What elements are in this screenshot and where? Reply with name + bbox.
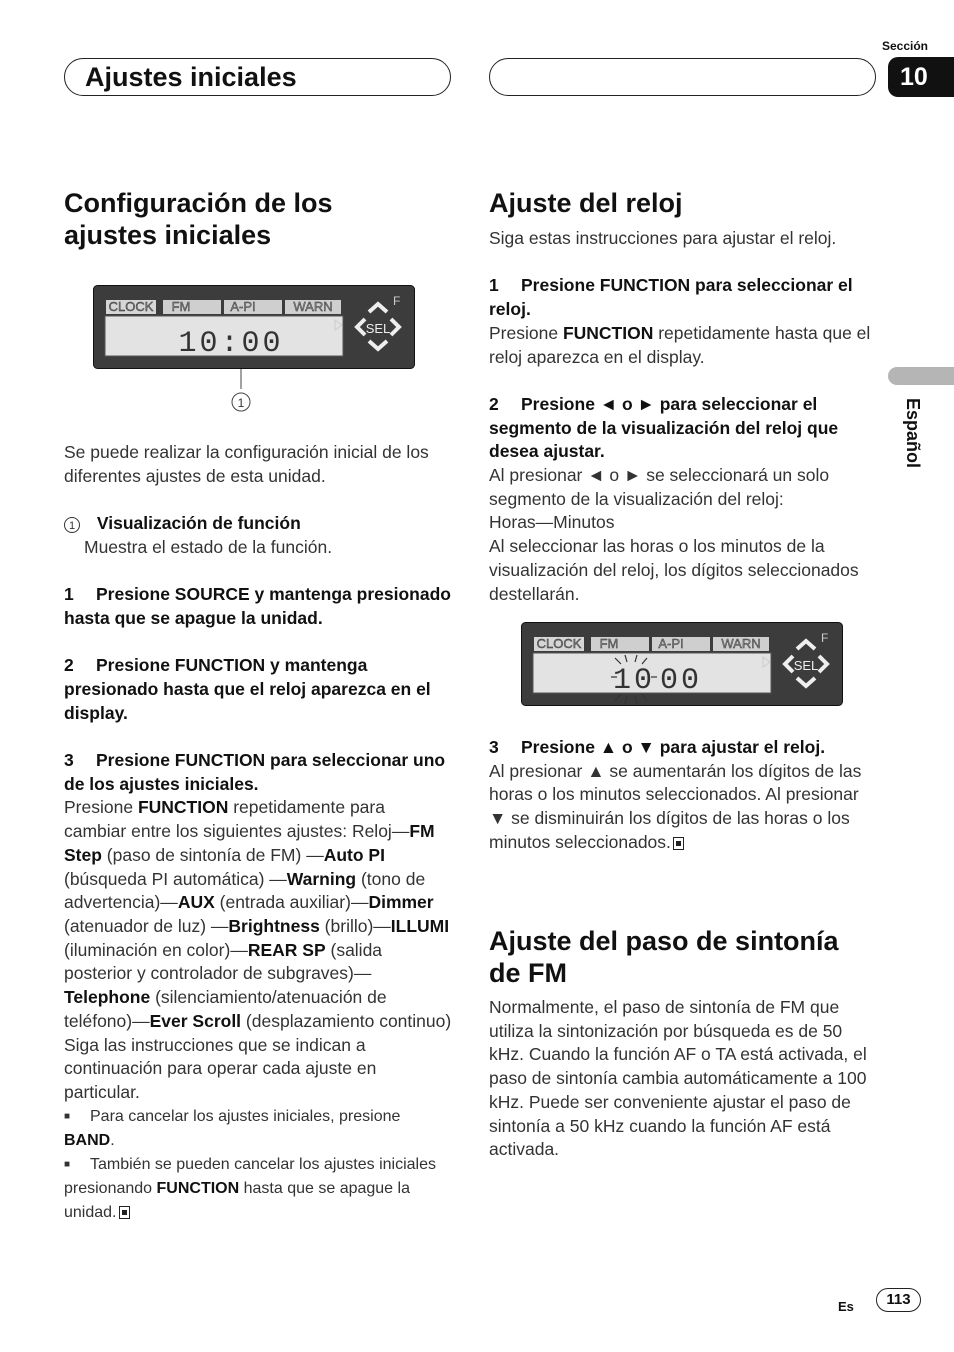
legend-title: Visualización de función <box>96 513 301 534</box>
clock-time-readout: 10:00 <box>178 327 284 361</box>
right-step-2-desc-3: Al seleccionar las horas o los minutos de la visualización del reloj, los dígitos seleccionados destellarán. <box>489 536 859 604</box>
warn-indicator: WARN <box>293 299 333 314</box>
end-mark-icon <box>673 837 684 850</box>
right-step-1-desc: Presione FUNCTION repetidamente hasta que el reloj aparezca en el display. <box>489 322 871 367</box>
flag-f: F <box>393 294 401 308</box>
right-step-2-desc-2: Horas—Minutos <box>489 512 615 533</box>
left-step-3: 3 Presione FUNCTION para seleccionar uno de los ajustes iniciales. <box>64 750 446 794</box>
clock-adjust-display-illustration <box>521 622 843 706</box>
fm-step-text: Normalmente, el paso de sintonía de FM que utiliza la sintonización por búsqueda es de 50 kHz. Cuando la función AF o TA está activada, el paso de sintonía cambia automáticamente a 100 kHz. Puede ser conveniente ajustar el paso de sintonía a 50 kHz cuando la función AF está activada. <box>489 997 867 1160</box>
legend-number: 1 <box>64 517 80 533</box>
function-display-figure <box>93 285 415 410</box>
section-number-badge: 10 <box>888 57 954 97</box>
left-column-text <box>64 441 452 1225</box>
right-step-3-desc: Al presionar ▲ se aumentarán los dígitos de las horas o los minutos seleccionados. Al presionar ▼ se disminuirán los dígitos de las horas o los minutos seleccionados. <box>489 760 862 852</box>
header-blank-pill <box>489 58 876 96</box>
svg-text:FM: FM <box>599 636 619 651</box>
legend-description: Muestra el estado de la función. <box>84 536 333 557</box>
clock-indicator: CLOCK <box>108 299 154 314</box>
right-step-2: 2 Presione ◄ o ► para seleccionar el segmento de la visualización del reloj que desea ajustar. <box>489 393 839 462</box>
language-tab <box>888 367 954 385</box>
note-bullet-icon: ■ <box>64 1110 71 1122</box>
left-intro: Se puede realizar la configuración inicial de los diferentes ajustes de esta unidad. <box>64 442 429 486</box>
right-step-3: 3 Presione ▲ o ▼ para ajustar el reloj. <box>489 737 826 757</box>
api-indicator: A-PI <box>230 299 256 314</box>
function-display-illustration <box>93 285 415 415</box>
note-bullet-icon: ■ <box>64 1158 71 1170</box>
legend-item <box>64 512 452 536</box>
svg-text:SEL: SEL <box>365 321 391 336</box>
left-section-title: Configuración de los ajustes iniciales <box>64 188 333 250</box>
clock-minutes: 00 <box>659 664 703 698</box>
right-step-2-desc-1: Al presionar ◄ o ► se seleccionará un solo segmento de la visualización del reloj: <box>489 465 830 509</box>
left-step-2: 2 Presione FUNCTION y mantenga presionado hasta que el reloj aparezca en el display. <box>64 655 431 723</box>
chapter-header <box>64 58 451 96</box>
fm-step-section-title: Ajuste del paso de sintonía de FM <box>489 926 839 988</box>
right-column-text-2 <box>489 736 877 855</box>
language-label: Español <box>903 398 923 469</box>
svg-text:SEL: SEL <box>793 658 819 673</box>
settings-list: Presione FUNCTION repetidamente para cambiar entre los siguientes ajustes: Reloj—FM Step (paso de sintonía de FM) —Auto PI (búsqueda PI automática) —Warning (tono de advertencia)—AUX (entrada auxiliar)—Dimmer (atenuador de luz) —Brightness (brillo)—ILLUMI (iluminación en color)—REAR SP (salida posterior y controlador de subgraves)—Telephone (silenciamiento/atenuación de teléfono)—Ever Scroll (desplazamiento continuo) <box>64 797 452 1031</box>
section-label: Sección <box>881 39 928 53</box>
right-step-1: 1 Presione FUNCTION para seleccionar el reloj. <box>489 275 853 320</box>
clock-adjust-display-figure <box>521 622 843 706</box>
page-number: 113 <box>876 1288 921 1312</box>
fm-indicator: FM <box>171 299 191 314</box>
clock-intro: Siga estas instrucciones para ajustar el reloj. <box>489 228 837 248</box>
footer-language: Es <box>838 1299 854 1314</box>
settings-follow-text: Siga las instrucciones que se indican a continuación para operar cada ajuste en particular. <box>64 1034 377 1102</box>
svg-text:CLOCK: CLOCK <box>536 636 582 651</box>
end-mark-icon <box>119 1206 130 1219</box>
callout-number: 1 <box>237 396 245 410</box>
svg-text:WARN: WARN <box>721 636 761 651</box>
left-step-1: 1 Presione SOURCE y mantenga presionado hasta que se apague la unidad. <box>64 584 451 628</box>
note-cancel-function: ■ También se pueden cancelar los ajustes iniciales presionando FUNCTION hasta que se apague la unidad. <box>64 1153 452 1225</box>
clock-section-title: Ajuste del reloj <box>489 188 683 218</box>
right-column-text <box>489 227 877 606</box>
chapter-title: Ajustes iniciales <box>85 62 297 92</box>
note-cancel-band: ■ Para cancelar los ajustes iniciales, presione BAND. <box>64 1105 452 1153</box>
svg-text:A-PI: A-PI <box>658 636 684 651</box>
svg-text:F: F <box>821 631 829 645</box>
blinking-hours: 10 <box>612 664 656 698</box>
